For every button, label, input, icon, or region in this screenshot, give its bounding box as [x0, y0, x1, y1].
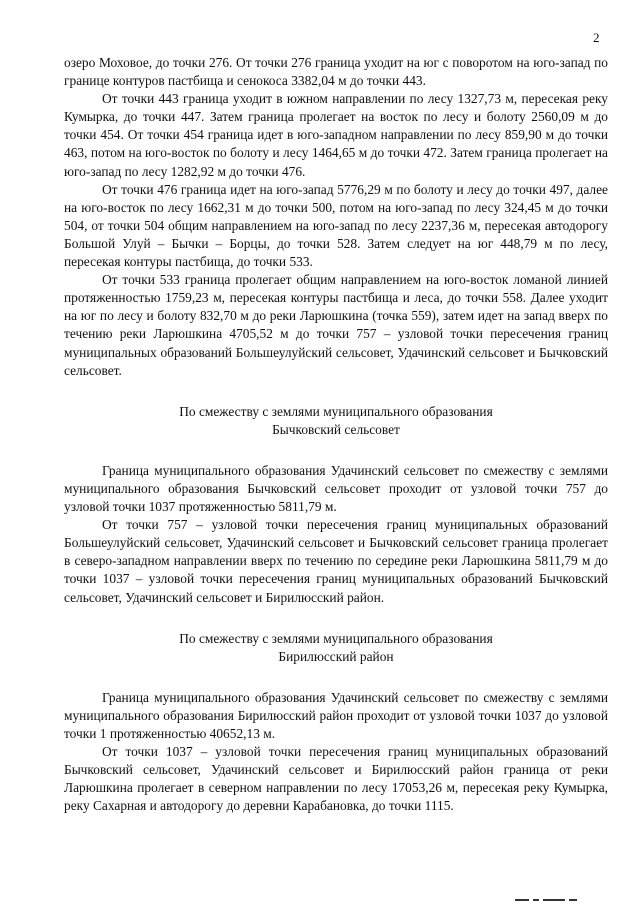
heading-line: По смежеству с землями муниципального образования — [179, 630, 493, 646]
paragraph: От точки 757 – узловой точки пересечения границ муниципальных образований Большеулуйский сельсовет, Удачинский сельсовет и Бычковский сельсовет граница пролегает в северо-западном направлении вверх по течению по середине реки Ларюшкина 5811,79 м до точки 1037 – узловой точки пересечения границ муниципальных образований Бычковский сельсовет, Удачинский сельсовет и Бирилюсский район. — [64, 517, 608, 605]
paragraph: От точки 533 граница пролегает общим направлением на юго-восток ломаной линией протяженностью 1759,23 м, пересекая контуры пастбища и леса, до точки 558. Далее уходит на юг по лесу и болоту 832,70 м до реки Ларюшкина (точка 559), затем идет на запад вверх по течению реки Ларюшкина 4705,52 м до точки 757 – узловой точки пересечения границ муниципальных образований Большеулуйский сельсовет, Удачинский сельсовет и Бычковский сельсовет. — [64, 272, 608, 378]
section-heading-bychkovsky — [64, 403, 608, 439]
page-number: 2 — [593, 30, 600, 45]
section-heading-birilyussky — [64, 630, 608, 666]
section-bychkovsky — [64, 462, 608, 607]
heading-line: Бирилюсский район — [278, 648, 394, 664]
heading-line: По смежеству с землями муниципального образования — [179, 403, 493, 419]
paragraph: озеро Моховое, до точки 276. От точки 276 граница уходит на юг с поворотом на юго-запад по границе контуров пастбища и сенокоса 3382,04 м до точки 443. — [64, 55, 608, 89]
section-birilyussky — [64, 689, 608, 816]
document-body — [64, 54, 608, 815]
paragraph: От точки 443 граница уходит в южном направлении по лесу 1327,73 м, пересекая реку Кумырка, до точки 447. Затем граница пролегает на восток по лесу и болоту 2560,09 м до точки 454. От точки 454 граница идет в юго-западном направлении по лесу 859,90 м до точки 463, потом на юго-восток по болоту и лесу 1464,65 м до точки 472. Затем граница пролегает на юго-запад по лесу 1282,92 м до точки 476. — [64, 91, 608, 179]
paragraph: От точки 1037 – узловой точки пересечения границ муниципальных образований Бычковский сельсовет, Удачинский сельсовет и Бирилюсский район граница от реки Ларюшкина пролегает в северном направлении по лесу 17053,26 м, пересекая реку Кумырка, реку Сахарная и автодорогу до деревни Карабановка, до точки 1115. — [64, 744, 608, 814]
scan-artifact — [515, 895, 585, 905]
paragraph: От точки 476 граница идет на юго-запад 5776,29 м по болоту и лесу до точки 497, далее на юго-восток по лесу 1662,31 м до точки 500, потом на юго-запад по лесу 324,45 м до точки 504, от точки 504 общим направлением на юго-запад по лесу 2237,36 м, пересекая автодорогу Большой Улуй – Бычки – Борцы, до точки 528. Затем следует на юг 448,79 м по лесу, пересекая контуры пастбища, до точки 533. — [64, 181, 608, 270]
paragraph: Граница муниципального образования Удачинский сельсовет по смежеству с землями муниципального образования Бирилюсский район проходит от узловой точки 1037 до узловой точки 1 протяженностью 40652,13 м. — [64, 689, 608, 741]
section-intro — [64, 54, 608, 380]
paragraph: Граница муниципального образования Удачинский сельсовет по смежеству с землями муниципального образования Бычковский сельсовет проходит от узловой точки 757 до узловой точки 1037 протяженностью 5811,79 м. — [64, 462, 608, 515]
heading-line: Бычковский сельсовет — [272, 421, 400, 437]
